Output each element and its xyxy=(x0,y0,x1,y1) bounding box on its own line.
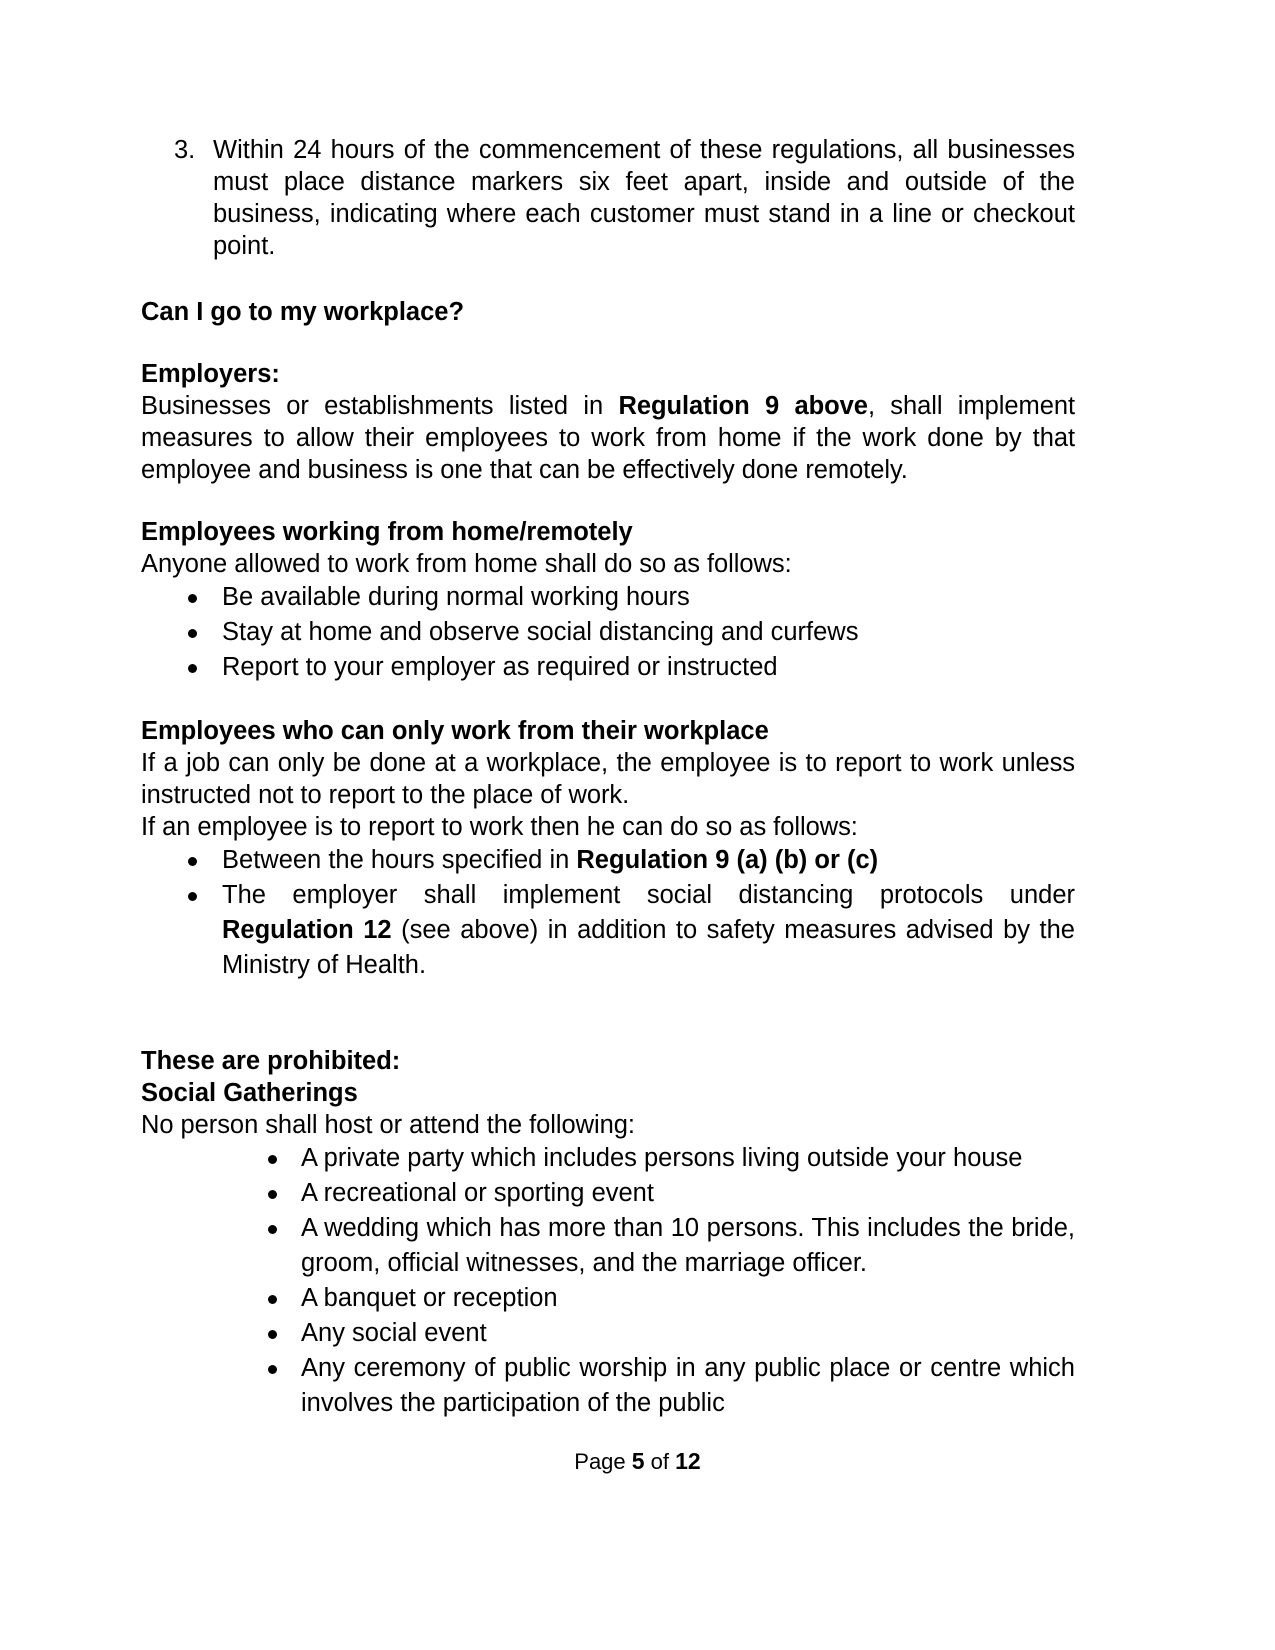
paragraph-workplace-only-1: If a job can only be done at a workplace, the employee is to report to work unless instructed not to report to the place of work. xyxy=(141,749,1075,809)
footer-middle: of xyxy=(644,1449,676,1474)
bullet-icon xyxy=(268,1190,277,1199)
bullet-icon xyxy=(188,629,197,638)
section-heading-workplace-question: Can I go to my workplace? xyxy=(141,298,465,326)
bullet-list-prohibited xyxy=(141,1141,1075,1421)
list-item-text: Any social event xyxy=(301,1319,487,1347)
list-item-text-1: Between the hours specified in xyxy=(222,846,577,874)
list-item-bold-regulation-12: Regulation 12 xyxy=(222,916,392,944)
list-item-text: Be available during normal working hours xyxy=(222,583,690,611)
list-item-text-3: (see above) in addition to safety measures advised by the Ministry of Health. xyxy=(222,916,1075,979)
list-item-text: A wedding which has more than 10 persons. This includes the bride, groom, official witnesses, and the marriage officer. xyxy=(301,1214,1075,1277)
employers-text-2: , shall implement measures to allow their employees to work from home if the work done by that employee and business is one that can be effectively done remotely. xyxy=(141,392,1075,484)
numbered-list-item-3 xyxy=(141,134,1075,262)
bullet-icon xyxy=(268,1330,277,1339)
paragraph-prohibited-intro: No person shall host or attend the following: xyxy=(141,1111,635,1139)
list-item xyxy=(141,1176,1075,1211)
list-item-text: A recreational or sporting event xyxy=(301,1179,654,1207)
bullet-icon xyxy=(188,857,197,866)
list-item-text: A banquet or reception xyxy=(301,1284,558,1312)
list-item xyxy=(141,1211,1075,1281)
employers-bold-regulation: Regulation 9 above xyxy=(618,392,868,420)
heading-prohibited: These are prohibited: xyxy=(141,1047,401,1075)
bullet-icon xyxy=(268,1365,277,1374)
list-item xyxy=(141,1281,1075,1316)
employers-text-1: Businesses or establishments listed in xyxy=(141,392,619,420)
bullet-icon xyxy=(268,1155,277,1164)
list-item-text: A private party which includes persons living outside your house xyxy=(301,1144,1023,1172)
list-item-bold-regulation-9: Regulation 9 (a) (b) or (c) xyxy=(576,846,879,874)
list-item xyxy=(141,580,1075,615)
bullet-icon xyxy=(188,594,197,603)
bullet-icon xyxy=(268,1295,277,1304)
spacer xyxy=(141,328,1075,358)
heading-workplace-only: Employees who can only work from their workplace xyxy=(141,717,769,745)
footer-total-pages: 12 xyxy=(675,1448,701,1474)
paragraph-wfh-intro: Anyone allowed to work from home shall do so as follows: xyxy=(141,550,792,578)
spacer xyxy=(141,262,1075,296)
list-item-text-2: The employer shall implement social distancing protocols under xyxy=(222,881,1075,909)
bullet-icon xyxy=(268,1225,277,1234)
heading-wfh: Employees working from home/remotely xyxy=(141,518,633,546)
list-item xyxy=(141,1141,1075,1176)
spacer xyxy=(141,486,1075,516)
list-number: 3. xyxy=(174,136,196,164)
page-content xyxy=(141,134,1075,1421)
bullet-icon xyxy=(188,664,197,673)
spacer xyxy=(141,983,1075,1045)
list-item-text: Within 24 hours of the commencement of these regulations, all businesses must place distance markers six feet apart, inside and outside of the business, indicating where each customer must stand in a line or checkout point. xyxy=(213,136,1075,260)
spacer xyxy=(141,685,1075,715)
list-item-text: Stay at home and observe social distancing and curfews xyxy=(222,618,859,646)
list-item xyxy=(141,1351,1075,1421)
bullet-icon xyxy=(188,892,197,901)
heading-employers: Employers: xyxy=(141,360,280,388)
list-item xyxy=(141,615,1075,650)
paragraph-workplace-only-2: If an employee is to report to work then he can do so as follows: xyxy=(141,813,858,841)
page-footer xyxy=(0,1448,1275,1475)
bullet-list-workplace-only xyxy=(141,843,1075,983)
footer-current-page: 5 xyxy=(631,1448,645,1474)
paragraph-employers xyxy=(141,390,1075,486)
list-item xyxy=(141,650,1075,685)
subheading-social-gatherings: Social Gatherings xyxy=(141,1079,358,1107)
list-item xyxy=(141,878,1075,983)
list-item-text: Any ceremony of public worship in any public place or centre which involves the participation of the public xyxy=(301,1354,1075,1417)
list-item-text: Report to your employer as required or instructed xyxy=(222,653,778,681)
bullet-list-wfh xyxy=(141,580,1075,685)
list-item xyxy=(141,1316,1075,1351)
footer-prefix: Page xyxy=(574,1449,632,1474)
list-item xyxy=(141,843,1075,878)
